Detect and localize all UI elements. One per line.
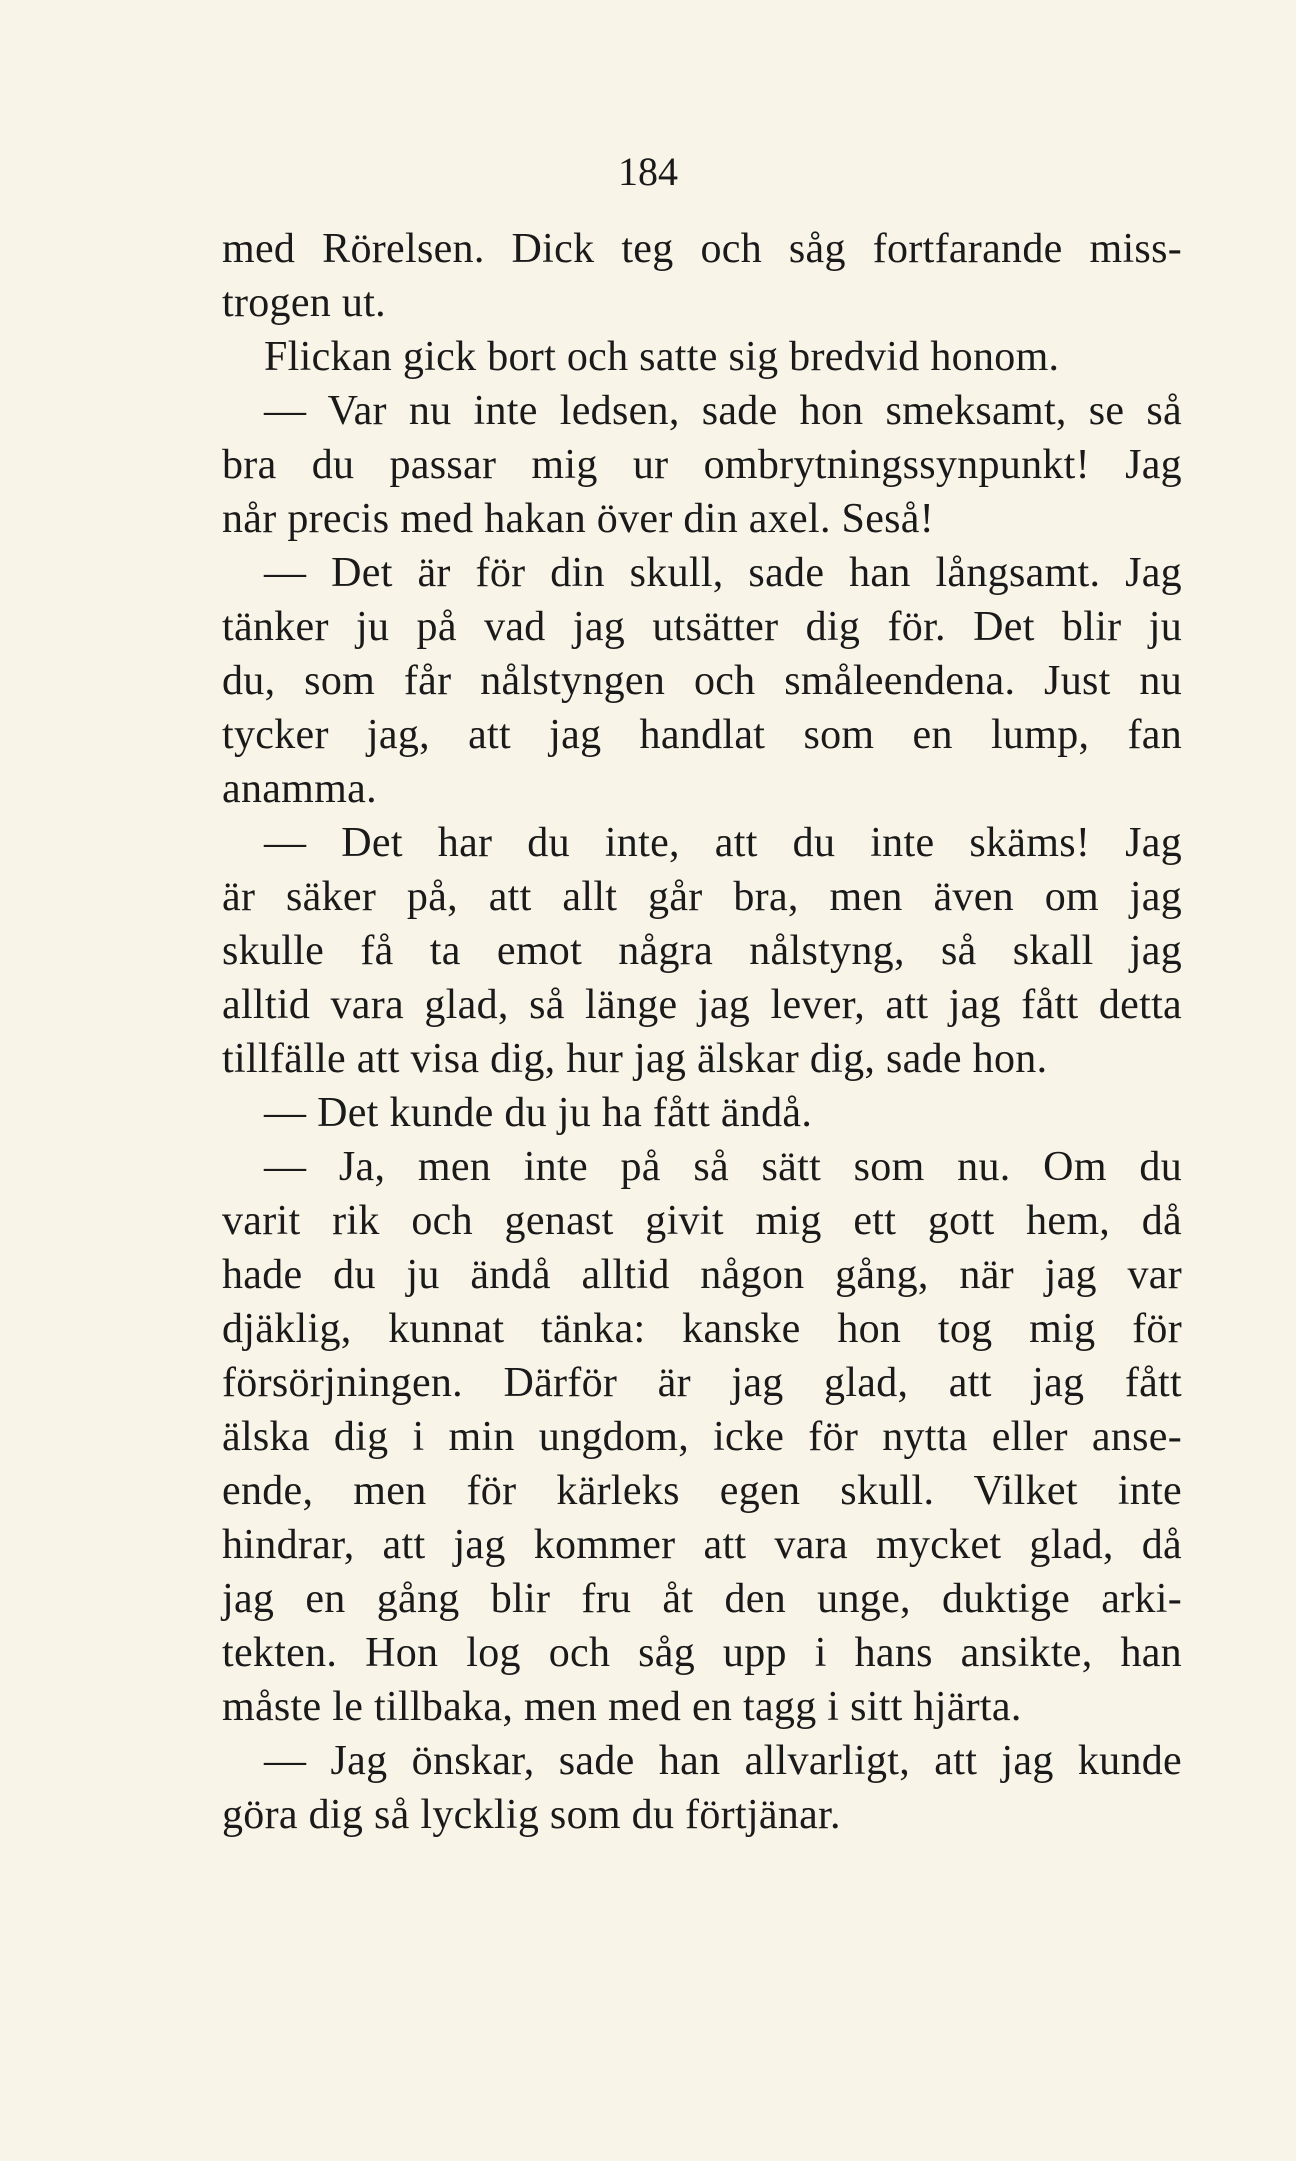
- text-line: tänker ju på vad jag utsätter dig för. Det blir ju: [222, 604, 1182, 650]
- text-line: — Ja, men inte på så sätt som nu. Om du: [264, 1144, 1182, 1190]
- text-line: — Det är för din skull, sade han långsamt. Jag: [264, 550, 1182, 596]
- text-line: hade du ju ändå alltid någon gång, när jag var: [222, 1252, 1182, 1298]
- text-line: tillfälle att visa dig, hur jag älskar dig, sade hon.: [222, 1036, 1048, 1082]
- text-line: Flickan gick bort och satte sig bredvid honom.: [264, 334, 1060, 380]
- text-line: djäklig, kunnat tänka: kanske hon tog mig för: [222, 1306, 1182, 1352]
- text-line: trogen ut.: [222, 280, 386, 326]
- text-line: alltid vara glad, så länge jag lever, att jag fått detta: [222, 982, 1182, 1028]
- text-line: måste le tillbaka, men med en tagg i sitt hjärta.: [222, 1684, 1022, 1730]
- text-line: hindrar, att jag kommer att vara mycket glad, då: [222, 1522, 1182, 1568]
- text-line: jag en gång blir fru åt den unge, duktige arki-: [222, 1576, 1182, 1622]
- text-line: ende, men för kärleks egen skull. Vilket inte: [222, 1468, 1182, 1514]
- text-line: göra dig så lycklig som du förtjänar.: [222, 1792, 841, 1838]
- text-line: — Jag önskar, sade han allvarligt, att jag kunde: [264, 1738, 1182, 1784]
- text-line: — Det kunde du ju ha fått ändå.: [264, 1090, 813, 1136]
- text-line: är säker på, att allt går bra, men även om jag: [222, 874, 1182, 920]
- text-line: — Det har du inte, att du inte skäms! Jag: [264, 820, 1182, 866]
- page-number: 184: [618, 149, 678, 194]
- text-line: försörjningen. Därför är jag glad, att jag fått: [222, 1360, 1182, 1406]
- text-line: når precis med hakan över din axel. Seså!: [222, 496, 935, 542]
- text-line: — Var nu inte ledsen, sade hon smeksamt, se så: [264, 388, 1182, 434]
- text-line: bra du passar mig ur ombrytningssynpunkt! Jag: [222, 442, 1182, 488]
- text-line: tekten. Hon log och såg upp i hans ansikte, han: [222, 1630, 1182, 1676]
- text-line: skulle få ta emot några nålstyng, så skall jag: [222, 928, 1182, 974]
- text-line: med Rörelsen. Dick teg och såg fortfarande miss-: [222, 226, 1182, 272]
- text-line: varit rik och genast givit mig ett gott hem, då: [222, 1198, 1182, 1244]
- text-line: älska dig i min ungdom, icke för nytta eller anse-: [222, 1414, 1182, 1460]
- text-line: tycker jag, att jag handlat som en lump, fan: [222, 712, 1182, 758]
- text-line: du, som får nålstyngen och småleendena. Just nu: [222, 658, 1182, 704]
- text-line: anamma.: [222, 766, 377, 812]
